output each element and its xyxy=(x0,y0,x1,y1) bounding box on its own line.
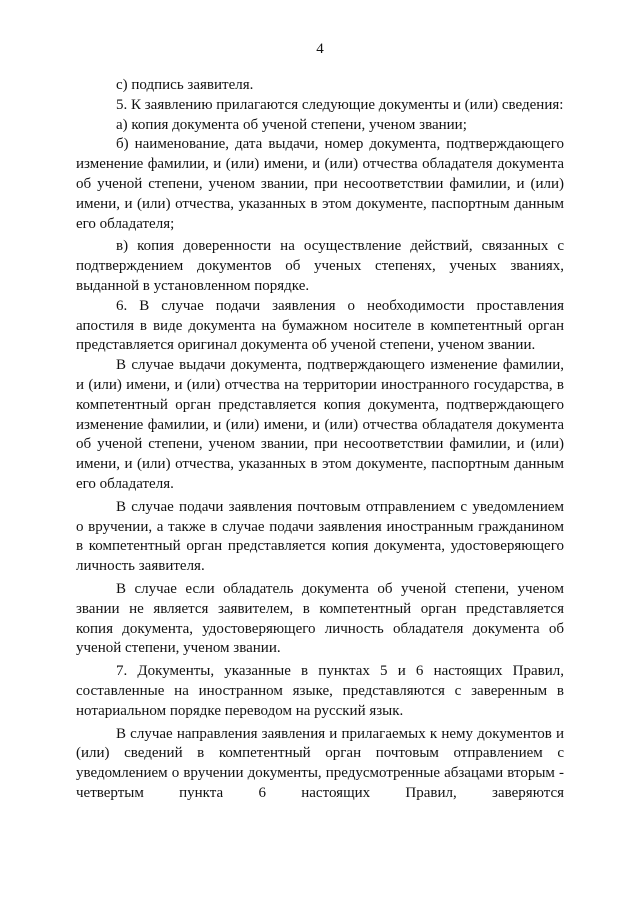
document-body xyxy=(76,76,564,804)
paragraph-signature: с) подпись заявителя. xyxy=(116,77,254,93)
paragraph-item-b: б) наименование, дата выдачи, номер документа, подтверждающего изменение фамилии, и (или) имени, и (или) отчества обладателя документа об ученой степени, ученом звании, при несоответствии фамилии, и (или) имени, и (или) отчества, указанных в этом документе, паспортным данным его обладателя; xyxy=(76,136,564,232)
paragraph-item-c: в) копия доверенности на осуществление действий, связанных с подтверждением документов об ученых степенях, ученых званиях, выданной в установленном порядке. xyxy=(76,238,564,294)
paragraph-postal-submission: В случае подачи заявления почтовым отправлением с уведомлением о вручении, а также в случае подачи заявления иностранным гражданином в компетентный орган представляется копия документа, удостоверяющего личность заявителя. xyxy=(76,498,564,575)
paragraph-item-a: а) копия документа об ученой степени, ученом звании; xyxy=(116,116,467,133)
page-number: 4 xyxy=(316,41,324,57)
paragraph-holder-not-applicant: В случае если обладатель документа об ученой степени, ученом звании не является заявителем, в компетентный орган представляется копия документа, удостоверяющего личность обладателя документа об ученой степени, ученом звании. xyxy=(76,580,564,657)
paragraph-clause-5: 5. К заявлению прилагаются следующие документы и (или) сведения: xyxy=(116,96,564,113)
paragraph-name-change: В случае выдачи документа, подтверждающего изменение фамилии, и (или) имени, и (или) отчества на территории иностранного государства, в компетентный орган представляется копия документа, подтверждающего изменение фамилии, и (или) имени, и (или) отчества обладателя документа об ученой степени, ученом звании, при несоответствии фамилии, и (или) имени, и (или) отчества, указанных в этом документе, паспортным данным его обладателя. xyxy=(76,357,564,492)
paragraph-clause-6: 6. В случае подачи заявления о необходимости проставления апостиля в виде документа на бумажном носителе в компетентный орган представляется оригинал документа об ученой степени, ученом звании. xyxy=(76,297,564,354)
paragraph-clause-7: 7. Документы, указанные в пунктах 5 и 6 настоящих Правил, составленные на иностранном языке, представляются с заверенным в нотариальном порядке переводом на русский язык. xyxy=(76,663,564,719)
paragraph-postal-certification: В случае направления заявления и прилагаемых к нему документов и (или) сведений в компетентный орган почтовым отправлением с уведомлением о вручении документы, предусмотренные абзацами вторым - четвертым пункта 6 настоящих Правил, заверяются xyxy=(76,725,564,801)
